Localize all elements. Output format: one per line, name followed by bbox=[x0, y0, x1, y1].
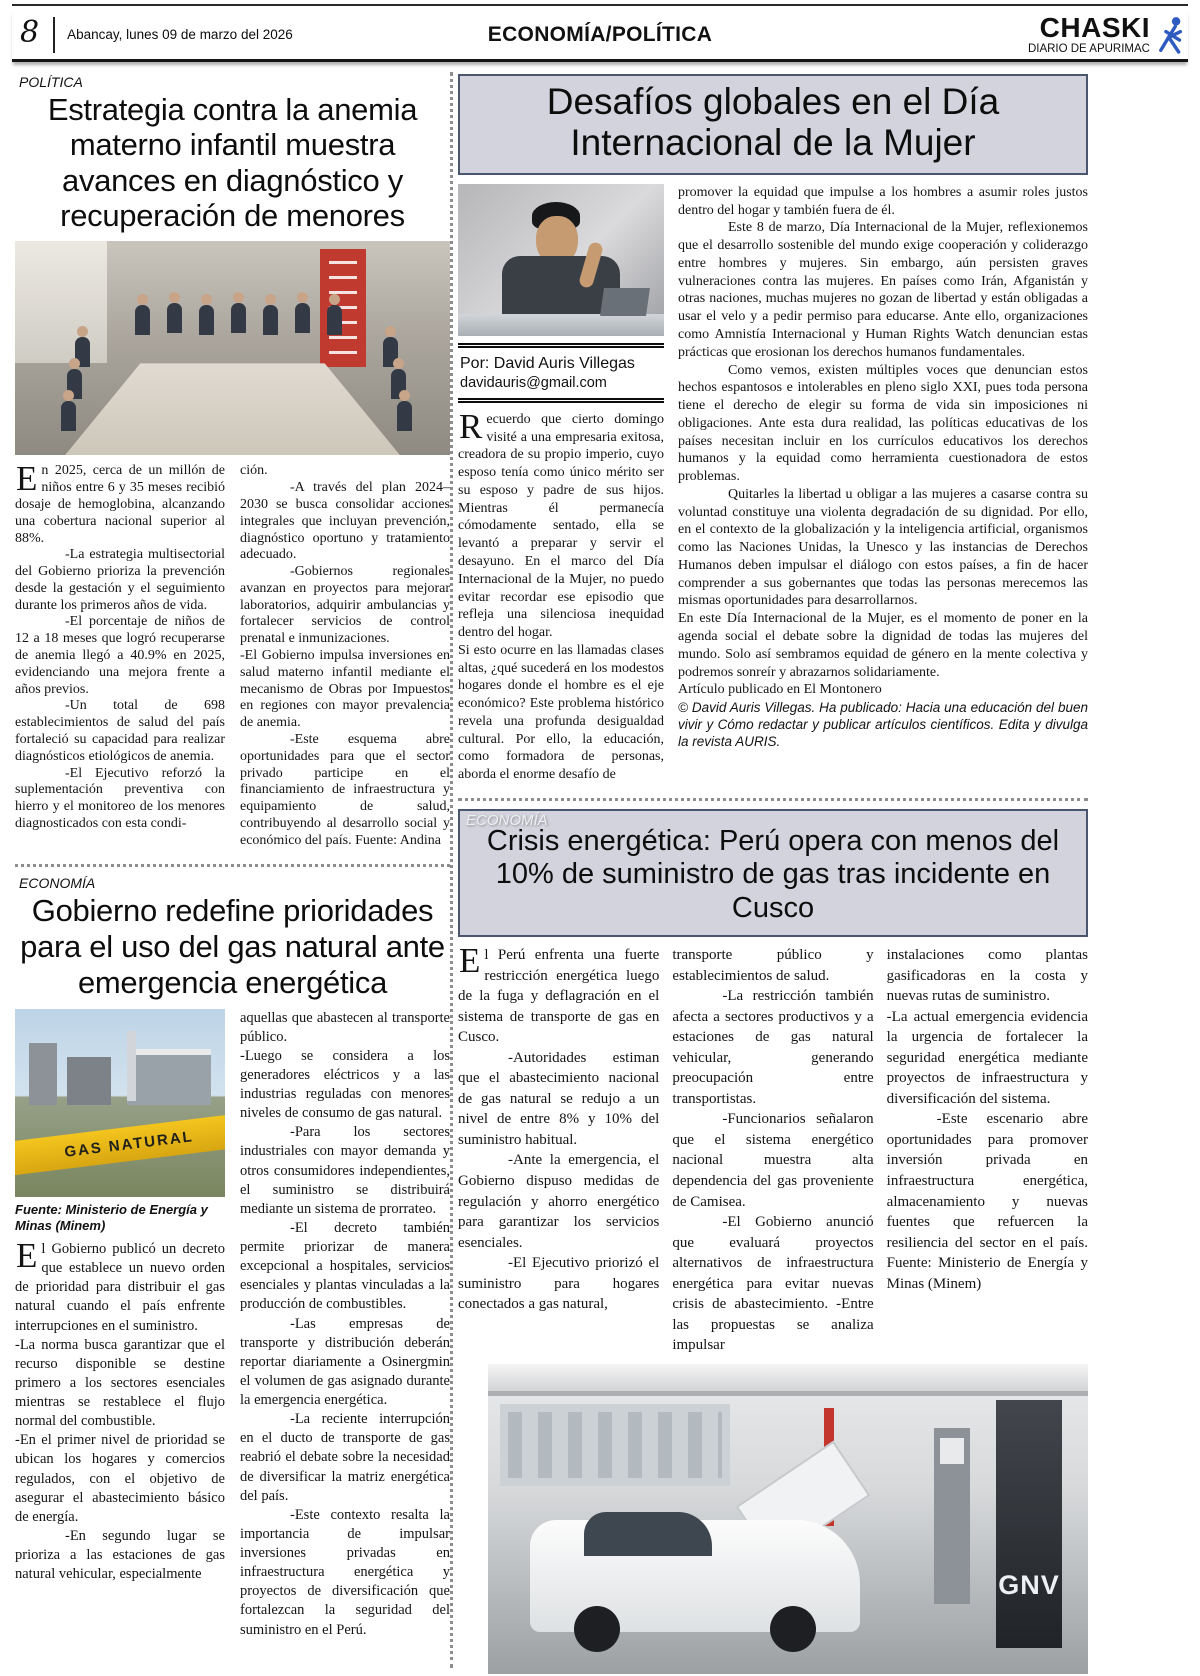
photo-person bbox=[135, 305, 150, 335]
brand-name: CHASKI bbox=[1039, 11, 1150, 43]
left-column bbox=[15, 74, 450, 1640]
paragraph: Este 8 de marzo, Día Internacional de la Mujer, reflexionemos que el desarrollo sostenible del mundo exige cooperación y coliderazgo entre hombres y mujeres. Sin embargo, aún persisten graves vulneraciones contra las mujeres. En países como Irán, Afganistán y otras naciones, muchas mujeres no gozan de libertad y están obligadas a usar el velo y a pedir permiso para educarse. Ante ello, organizaciones como Amnistía Internacional y Human Rights Watch denuncian estas prácticas que erosionan los derechos humanos fundamentales. bbox=[678, 220, 1088, 360]
photo-structure bbox=[127, 1049, 211, 1105]
headline: Desafíos globales en el Día Internacional de la Mujer bbox=[546, 81, 1000, 164]
brand bbox=[1028, 13, 1188, 57]
page-header bbox=[12, 10, 1188, 62]
paragraph: -Autoridades estiman que el abastecimiento nacional de gas natural se redujo a un nivel de entre 8% y 10% del suministro habitual. bbox=[458, 1049, 660, 1148]
paragraph: -Un total de 698 establecimientos de salud del país fortaleció su capacidad para realizar diagnósticos etiológicos de anemia. bbox=[15, 698, 225, 764]
kicker: POLÍTICA bbox=[19, 74, 83, 90]
paragraph: En este Día Internacional de la Mujer, es el momento de poner en la agenda social el debate sobre la dignidad de todas las mujeres del mundo. Solo así sembramos equidad de género en la mente colectiva y podremos sonreír y abrazarnos solidariamente. bbox=[678, 611, 1088, 680]
photo-window bbox=[15, 241, 107, 363]
byline: Por: David Auris Villegas bbox=[460, 354, 635, 372]
photo-person bbox=[397, 401, 412, 431]
article-anemia bbox=[15, 74, 450, 850]
photo-person bbox=[231, 303, 246, 333]
headline: Crisis energética: Perú opera con menos del 10% de suministro de gas tras incidente en Cusco bbox=[486, 824, 1060, 924]
headline-box bbox=[458, 809, 1088, 937]
author-email: davidauris@gmail.com bbox=[460, 374, 607, 391]
byline-box bbox=[458, 343, 664, 403]
photo-wheel bbox=[574, 1606, 620, 1652]
photo-wheel bbox=[770, 1606, 816, 1652]
gas-plant-photo bbox=[15, 1009, 225, 1197]
section-divider bbox=[458, 798, 1088, 801]
photo-conference-table bbox=[23, 363, 442, 455]
photo-person bbox=[327, 305, 342, 335]
paragraph: -Este esquema abre oportunidades para que el sector privado participe en el financiamiento de infraestructura y equipamiento de salud, contribuyendo al desarrollo social y económico del país. Fuente: Andina bbox=[240, 732, 450, 848]
paragraph: aquellas que abastecen al transporte público. bbox=[240, 1009, 450, 1045]
paragraph: Recuerdo que cierto domingo visité a una empresaria exitosa, creadora de su propio imperio, cuyo esposo tenía como único mérito ser su esposo y padre de sus hijos. Mientras él permanecía cómodamente sentado, ella se levantó a preparar y servir el desayuno. En el marco del Día Internacional de la Mujer, no puedo evitar recordar ese episodio que refleja una silenciosa inequidad dentro del hogar. bbox=[458, 406, 664, 641]
paragraph: instalaciones como plantas gasificadoras en la costa y nuevas rutas de suministro. bbox=[886, 946, 1088, 1005]
paragraph: -Las empresas de transporte y distribución deberán reportar diariamente a Osinergmin el volumen de gas asignado durante la emergencia energética. bbox=[240, 1315, 450, 1408]
photo-desk bbox=[458, 314, 664, 336]
right-column bbox=[458, 74, 1088, 1674]
paragraph: El Perú enfrenta una fuerte restricción energética luego de la fuga y deflagración en el sistema de transporte de gas en Cusco. bbox=[458, 940, 660, 1046]
section-divider bbox=[15, 864, 450, 867]
paragraph: -La restricción también afecta a sectores productivos y a estaciones de gas natural vehicular, generando preocupación entre transportistas. bbox=[672, 988, 874, 1107]
photo-building bbox=[500, 1404, 730, 1486]
paragraph: -Este escenario abre oportunidades para promover inversión privada en infraestructura energética, almacenamiento y nuevas fuentes que refuercen la resiliencia del sector en el país. Fuente: Ministerio de Energía y Minas (Minem) bbox=[886, 1111, 1088, 1292]
headline-box bbox=[458, 74, 1088, 175]
photo-laptop bbox=[600, 288, 650, 316]
paragraph: -Este contexto resalta la importancia de impulsar inversiones privadas en infraestructura energética y proyectos de diversificación que fortalezcan la seguridad del suministro en el Perú. bbox=[240, 1506, 450, 1638]
paragraph: Como vemos, existen múltiples voces que denuncian estos hechos espantosos e intolerables en pleno siglo XXI, pues toda persona tiene el derecho de elegir su forma de vida sin imposiciones ni obligaciones. Ante esta dura realidad, las políticas educativas de los países necesitan incluir en los currículos educativos los derechos humanos y la equidad como herramienta cuestionadora de estos problemas. bbox=[678, 362, 1088, 485]
photo-person bbox=[61, 401, 76, 431]
article-mujer bbox=[458, 74, 1088, 784]
paragraph: El Gobierno publicó un decreto que establece un nuevo orden de prioridad para distribuir el gas natural cuando el país enfrente interrupciones en el suministro. bbox=[15, 1236, 225, 1334]
paragraph: -El Ejecutivo priorizó el suministro para hogares conectados a gas natural, bbox=[458, 1255, 660, 1313]
gnv-station-photo bbox=[488, 1364, 1088, 1674]
paragraph: -La reciente interrupción en el ducto de transporte de gas reabrió el debate sobre la necesidad de diversificar la matriz energética del país. bbox=[240, 1411, 450, 1504]
photo-chimney bbox=[127, 1031, 136, 1101]
paragraph: -Para los sectores industriales con mayor demanda y otros consumidores independientes, el suministro se distribuirá mediante un sistema de prorrateo. bbox=[240, 1124, 450, 1217]
paragraph: -El Ejecutivo reforzó la suplementación preventiva con hierro y el monitoreo de los menores diagnosticados con esta condi- bbox=[15, 765, 225, 832]
edition-date: Abancay, lunes 09 de marzo del 2026 bbox=[67, 27, 293, 42]
photo-person bbox=[199, 305, 214, 335]
chaski-logo-icon bbox=[1154, 13, 1188, 57]
paragraph: promover la equidad que impulse a los hombres a asumir roles justos dentro del hogar y también fuera de él. bbox=[678, 184, 1088, 218]
photo-fuel-pump bbox=[934, 1428, 970, 1604]
meeting-room-photo bbox=[15, 241, 450, 455]
paragraph: -Gobiernos regionales avanzan en proyectos para mejorar laboratorios, adquirir ambulancias y fortalecer servicios de control prenatal e inmunizaciones. bbox=[240, 564, 450, 647]
paragraph: Artículo publicado en El Montonero bbox=[678, 682, 882, 698]
paragraph: -En segundo lugar se prioriza a las estaciones de gas natural vehicular, especialmente bbox=[15, 1527, 225, 1583]
paragraph: -La estrategia multisectorial del Gobierno prioriza la prevención desde la gestación y el seguimiento durante los primeros años de vida. bbox=[15, 547, 225, 613]
paragraph: En 2025, cerca de un millón de niños entre 6 y 35 meses recibió dosaje de hemoglobina, alcanzando una cobertura nacional superior al 88%. bbox=[15, 459, 225, 546]
paragraph: -El Gobierno impulsa inversiones en salud materno infantil mediante el mecanismo de Obras por Impuestos en regiones con mayor prevalencia de anemia. bbox=[240, 648, 450, 731]
text-column bbox=[458, 940, 660, 1356]
text-column bbox=[678, 184, 1088, 784]
gnv-sign-label: GNV bbox=[998, 1569, 1060, 1600]
photo-structure bbox=[29, 1043, 57, 1105]
photo-person bbox=[167, 303, 182, 333]
paragraph: -Luego se considera a los generadores eléctricos y a las industrias reguladas con menores niveles de consumo de gas natural. bbox=[240, 1047, 450, 1122]
text-column bbox=[240, 1009, 450, 1640]
photo-gnv-pillar bbox=[996, 1400, 1062, 1648]
section-title: ECONOMÍA/POLÍTICA bbox=[487, 22, 713, 46]
photo-structure bbox=[67, 1057, 111, 1105]
text-column bbox=[672, 945, 873, 1356]
photo-person bbox=[295, 303, 310, 333]
photo-canopy bbox=[488, 1364, 1088, 1396]
paragraph: -El decreto también permite priorizar de manera excepcional a hospitales, servicios esenciales y plantas vinculadas a la producción de combustibles. bbox=[240, 1219, 450, 1313]
page-number: 8 bbox=[20, 15, 40, 50]
article-gas-prioridades bbox=[15, 875, 450, 1640]
paragraph: ción. bbox=[240, 463, 268, 479]
paragraph: -La actual emergencia evidencia la urgencia de fortalecer la seguridad energética mediante proyectos de infraestructura y diversificación del sistema. bbox=[886, 1008, 1088, 1107]
column-divider bbox=[450, 72, 453, 1668]
author-credit: © David Auris Villegas. Ha publicado: Hacia una educación del buen vivir y Cómo redactar y publicar artículos científicos. Edita y divulga la revista AURIS. bbox=[678, 700, 1088, 750]
author-photo bbox=[458, 184, 664, 336]
photo-person bbox=[263, 305, 278, 335]
header-divider bbox=[53, 17, 55, 53]
photo-windshield bbox=[584, 1512, 712, 1556]
kicker: ECONOMÍA bbox=[19, 874, 96, 891]
photo-pipeline bbox=[15, 1111, 225, 1175]
paragraph: transporte público y establecimientos de salud. bbox=[672, 946, 874, 984]
article-crisis bbox=[458, 809, 1088, 1674]
pipeline-label: GAS NATURAL bbox=[63, 1127, 195, 1160]
paragraph: -Funcionarios señalaron que el sistema energético nacional muestra alta dependencia del gas proveniente de Camisea. bbox=[672, 1111, 874, 1210]
headline: Estrategia contra la anemia materno infantil muestra avances en diagnóstico y recuperación de menores bbox=[47, 92, 418, 233]
text-column bbox=[15, 459, 225, 849]
paragraph: -Ante la emergencia, el Gobierno dispuso medidas de regulación y ahorro energético para garantizar los servicios esenciales. bbox=[458, 1152, 660, 1251]
paragraph: Quitarles la libertad u obligar a las mujeres a casarse contra su voluntad constituye una violenta degradación de su dignidad. Por ello, en el contexto de la globalización y la inteligencia artificial, organismos como las Naciones Unidas, la Unesco y las instancias de Derechos Humanos deben impulsar el diálogo con estos países, a fin de hacer comprender a sus gobernantes que todas las personas merecemos las mismas oportunidades para desarrollarnos. bbox=[678, 486, 1088, 609]
paragraph: -En el primer nivel de prioridad se ubican los hogares y comercios regulados, con el objetivo de asegurar el abastecimiento básico de energía. bbox=[15, 1432, 225, 1525]
kicker: ECONOMÍA bbox=[466, 811, 548, 829]
paragraph: Si esto ocurre en las llamadas clases altas, ¿qué sucederá en los modestos hogares donde el hombre es el eje económico? Este problema histórico revela una profunda desigualdad cultural. Por ello, la educación, como formadora de personas, aborda el enorme desafío de bbox=[458, 642, 664, 783]
paragraph: -A través del plan 2024–2030 se busca consolidar acciones integrales que incluyan prevención, diagnóstico oportuno y tratamiento adecuado. bbox=[240, 480, 450, 563]
brand-subtitle: DIARIO DE APURIMAC bbox=[1027, 42, 1150, 55]
photo-caption: Fuente: Ministerio de Energía y Minas (Minem) bbox=[15, 1201, 208, 1233]
text-column bbox=[887, 945, 1088, 1356]
text-column bbox=[240, 463, 450, 849]
headline: Gobierno redefine prioridades para el uso del gas natural ante emergencia energética bbox=[20, 892, 445, 1000]
text-column bbox=[458, 184, 664, 784]
text-column bbox=[15, 1009, 225, 1640]
paragraph: -El porcentaje de niños de 12 a 18 meses que logró recuperarse de anemia llegó a 40.9% en 2025, evidenciando una mejora frente a años previos. bbox=[15, 614, 225, 697]
paragraph: -La norma busca garantizar que el recurso disponible se destine primero a los sectores esenciales mientras se restablece el flujo normal del combustible. bbox=[15, 1336, 225, 1430]
paragraph: -El Gobierno anunció que evaluará proyectos alternativos de infraestructura energética para evitar nuevas crisis de abastecimiento. -Entre las propuestas se analiza impulsar bbox=[672, 1214, 874, 1354]
